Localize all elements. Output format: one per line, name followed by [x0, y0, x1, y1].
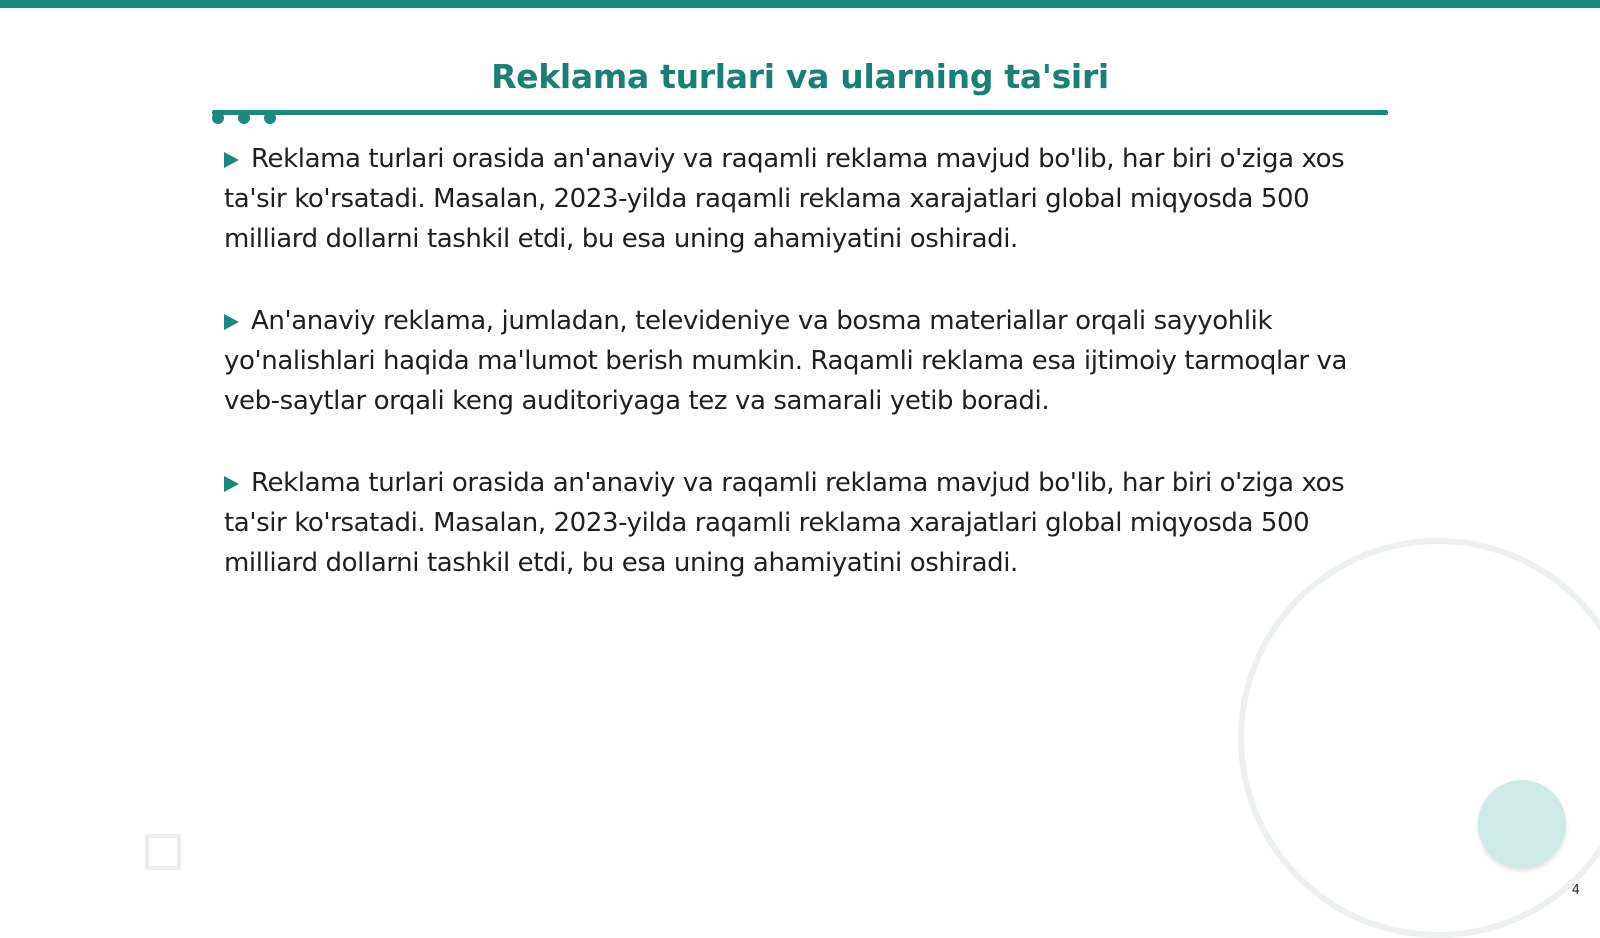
- decorative-square: [145, 834, 181, 870]
- top-accent-bar: [0, 0, 1600, 8]
- decorative-dot: [264, 112, 276, 124]
- bullet-list: [224, 139, 1374, 625]
- decorative-dot: [212, 112, 224, 124]
- bullet-item: [224, 139, 1374, 259]
- triangle-right-icon: [224, 476, 239, 492]
- page-number: 4: [1571, 883, 1580, 898]
- triangle-right-icon: [224, 152, 239, 168]
- slide-title: Reklama turlari va ularning ta'siri: [491, 57, 1109, 96]
- decorative-circle: [1478, 780, 1566, 868]
- title-underline: [212, 110, 1388, 115]
- bullet-text: An'anaviy reklama, jumladan, televideniye va bosma materiallar orqali sayyohlik yo'nalishlari haqida ma'lumot berish mumkin. Raqamli reklama esa ijtimoiy tarmoqlar va veb-saytlar orqali keng auditoriyaga tez va samarali yetib boradi.: [224, 306, 1348, 416]
- bullet-item: [224, 463, 1374, 583]
- bullet-item: [224, 301, 1374, 421]
- bullet-text: Reklama turlari orasida an'anaviy va raqamli reklama mavjud bo'lib, har biri o'ziga xos ta'sir ko'rsatadi. Masalan, 2023-yilda raqamli reklama xarajatlari global miqyosda 500 milliard dollarni tashkil etdi, bu esa uning ahamiyatini oshiradi.: [224, 144, 1345, 254]
- triangle-right-icon: [224, 314, 239, 330]
- bullet-text: Reklama turlari orasida an'anaviy va raqamli reklama mavjud bo'lib, har biri o'ziga xos ta'sir ko'rsatadi. Masalan, 2023-yilda raqamli reklama xarajatlari global miqyosda 500 milliard dollarni tashkil etdi, bu esa uning ahamiyatini oshiradi.: [224, 468, 1345, 578]
- decorative-dot: [238, 112, 250, 124]
